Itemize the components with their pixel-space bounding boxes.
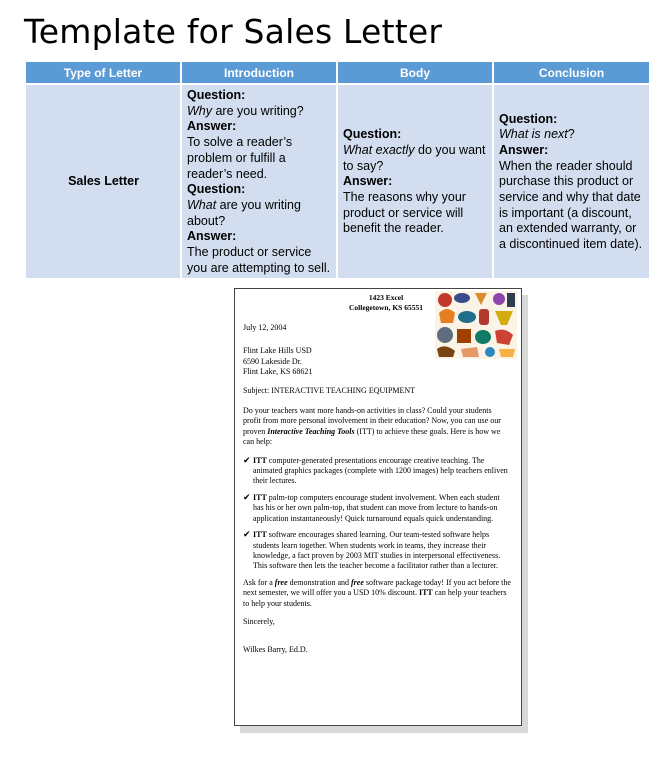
recipient-address [243,346,511,377]
intro-question-1-text [187,104,332,120]
header-conclusion: Conclusion [493,62,649,84]
letter-signoff: Sincerely, [243,616,275,626]
list-item [243,456,511,487]
bullet-1-brand: ITT [253,455,267,465]
closing-text-a: Ask for a [243,577,275,587]
body-question-rest: do you want to say? [343,142,486,173]
conclusion-question-text [499,127,645,143]
bullet-3-brand: ITT [253,530,267,540]
conclusion-answer-label: Answer: [499,142,549,157]
list-item [243,493,511,524]
intro-question-2-rest: are you writing about? [187,197,301,228]
table-header-row [26,62,649,84]
cell-introduction [181,84,337,278]
conclusion-question-label: Question: [499,111,558,126]
bullet-3-text: software encourages shared learning. Our team-tested software helps students learn together. When students work in teams, they increase their knowledge, a fact proven by 2003 MIT studies in interpersonal effectiveness. This software then lets the teacher become a facilitator rather than a lecturer. [253,530,501,571]
letter-date: July 12, 2004 [243,323,287,332]
recipient-street: 6590 Lakeside Dr. [243,356,302,366]
intro-question-1-rest: are you writing? [212,103,304,118]
checkmark-icon: ✔ [243,455,251,466]
recipient-name: Flint Lake Hills USD [243,346,312,356]
letter-closing-paragraph [243,578,511,609]
intro-answer-2-text: The product or service you are attempting to sell. [187,245,331,275]
body-answer-label: Answer: [343,174,393,189]
bullet-2-text: palm-top computers encourage student involvement. When each student has his or her own palm-top, that student can move from lecture to hands-on application instantaneously! Quick turnaround equals quick understanding. [253,492,500,523]
intro-question-2-label: Question: [187,182,246,197]
intro-text-b: (ITT) to achieve these goals. Here is how we can help: [243,426,501,447]
checkmark-icon: ✔ [243,530,251,541]
closing-text-d: can help your teachers to help your students. [243,588,507,608]
letter-body [243,323,511,662]
header-introduction: Introduction [181,62,337,84]
intro-question-1-label: Question: [187,88,246,102]
sample-sales-letter [234,288,522,726]
cell-body [337,84,493,278]
intro-question-2-emphasis: What [187,197,217,212]
intro-answer-2-label: Answer: [187,229,237,244]
recipient-city: Flint Lake, KS 68621 [243,367,313,377]
cell-type-of-letter: Sales Letter [26,84,181,278]
closing-free-1: free [274,577,288,587]
body-answer-text: The reasons why your product or service will benefit the reader. [343,190,466,236]
header-body: Body [337,62,493,84]
conclusion-question-rest: ? [567,127,575,142]
header-type-of-letter: Type of Letter [26,62,181,84]
sender-city: Collegetown, KS 65551 [349,303,423,312]
body-question-text [343,143,488,174]
intro-answer-1-label: Answer: [187,119,237,134]
sales-letter-template-table [26,62,649,278]
bullet-1-text: computer-generated presentations encourage creative teaching. The animated graphics packages (complete with 1200 images) help teachers enliven their lectures. [253,455,508,486]
closing-free-2: free [351,577,364,587]
intro-answer-1-text: To solve a reader’s problem or fulfill a reader’s need. [187,135,293,181]
body-question-emphasis: What exactly [343,142,415,157]
body-question-label: Question: [343,127,402,142]
list-item [243,530,511,572]
intro-question-1-emphasis: Why [187,103,212,118]
intro-question-2-text [187,198,332,229]
table-row [26,84,649,278]
sender-street: 1423 Excel [368,293,404,302]
cell-conclusion [493,84,649,278]
letter-subject: Subject: INTERACTIVE TEACHING EQUIPMENT [243,385,416,395]
closing-brand: ITT [418,588,433,598]
conclusion-question-emphasis: What is next [499,127,568,142]
letter-signature: Wilkes Barry, Ed.D. [243,645,308,655]
conclusion-answer-text: When the reader should purchase this product or service and why that date is important (a discount, an extended warranty, or a discontinued item date). [499,158,643,252]
bullet-2-brand: ITT [253,492,267,502]
page-title: Template for Sales Letter [24,12,443,51]
checkmark-icon: ✔ [243,492,251,503]
closing-text-b: demonstration and [287,577,351,587]
closing-text-c: software package today! If you act before the next semester, we will offer you a USD 10% discount. [243,577,511,598]
intro-text-a: Do your teachers want more hands-on activities in class? Could your students profit from more personal involvement in their education? Now, you can use our proven [243,406,501,436]
intro-brand: Interactive Teaching Tools [267,426,355,436]
sender-address [331,293,441,313]
letter-intro-paragraph [243,406,511,448]
